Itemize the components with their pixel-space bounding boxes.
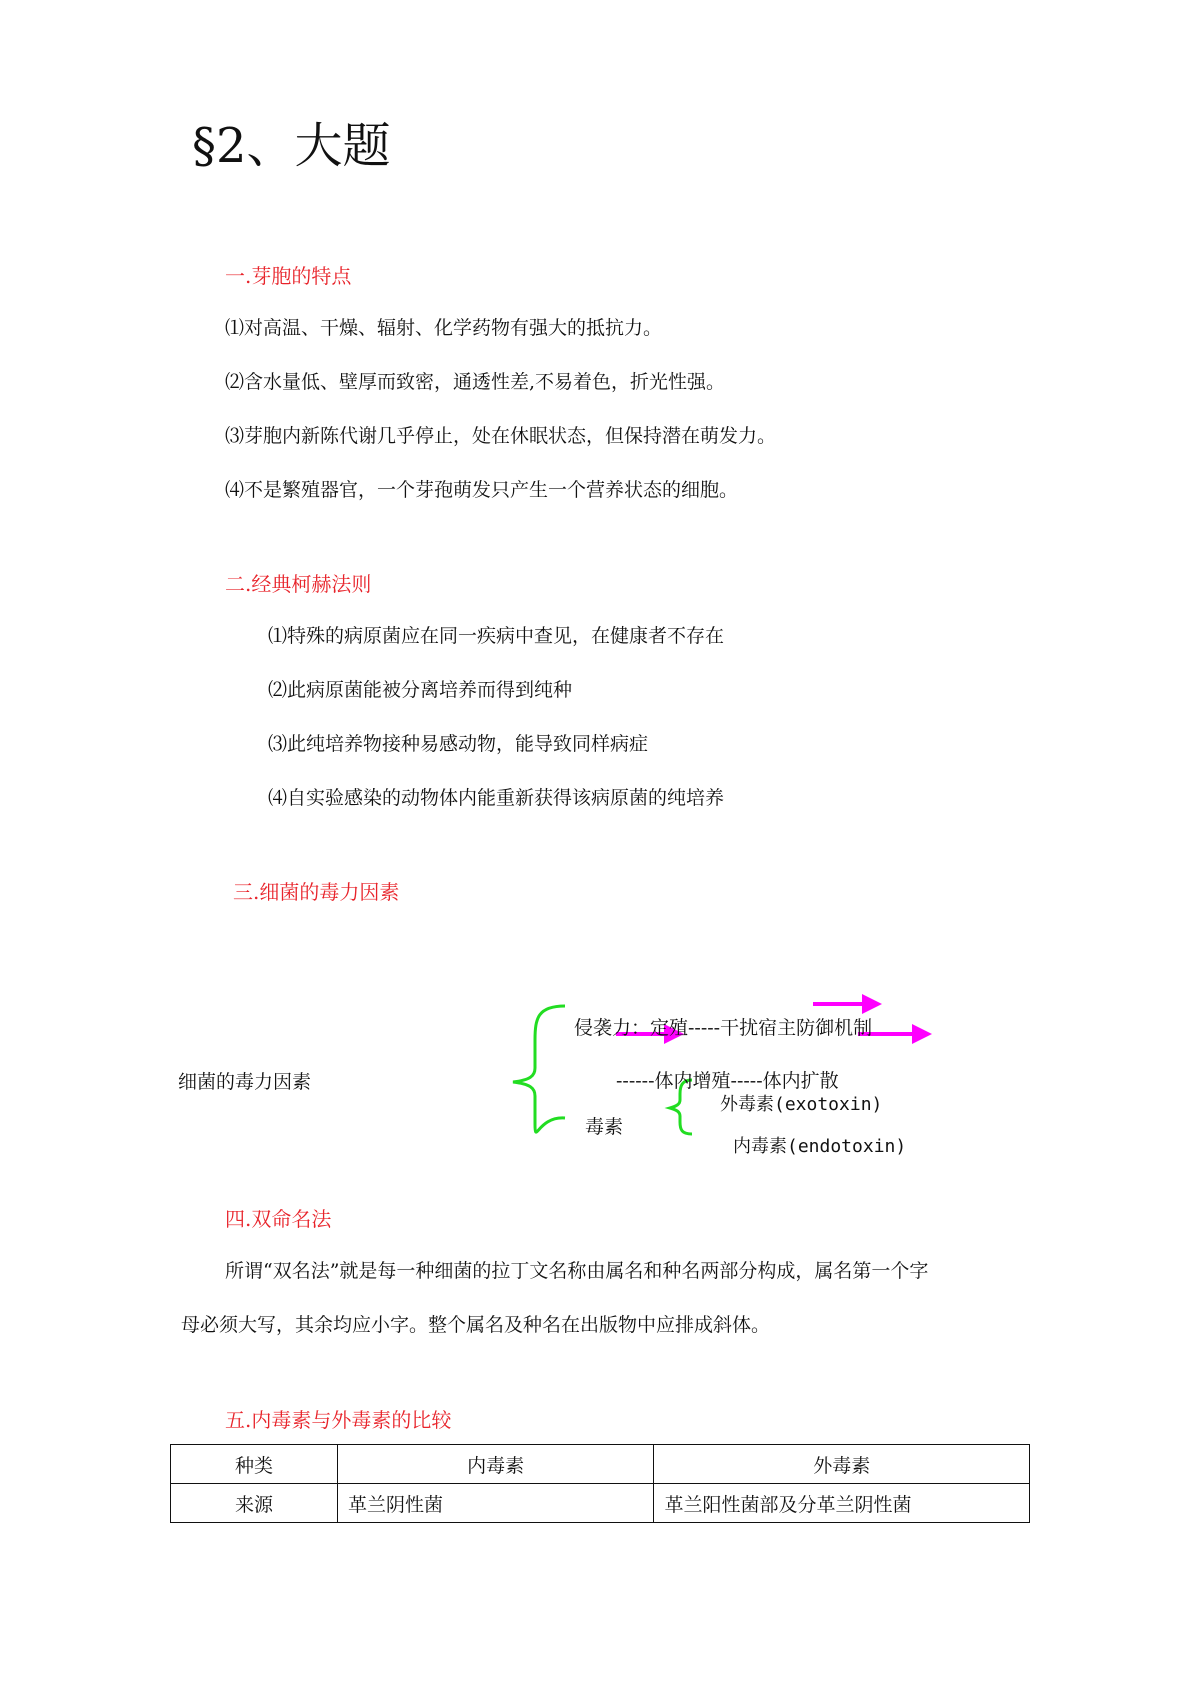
table-row bbox=[171, 1484, 1030, 1523]
table-cell: 来源 bbox=[171, 1484, 338, 1523]
section-heading-koch: 二.经典柯赫法则 bbox=[225, 572, 372, 596]
toxin-label: 毒素 bbox=[585, 1116, 624, 1138]
section-heading-virulence: 三.细菌的毒力因素 bbox=[233, 880, 400, 904]
koch-item-2: ⑵此病原菌能被分离培养而得到纯种 bbox=[268, 679, 573, 701]
section-heading-binomial: 四.双命名法 bbox=[225, 1207, 332, 1231]
koch-item-3: ⑶此纯培养物接种易感动物，能导致同样病症 bbox=[268, 733, 649, 755]
spore-item-2: ⑵含水量低、壁厚而致密，通透性差,不易着色，折光性强。 bbox=[225, 371, 726, 393]
invasion-line-2: ------体内增殖-----体内扩散 bbox=[616, 1070, 839, 1092]
endotoxin-label: 内毒素(endotoxin) bbox=[733, 1136, 907, 1157]
page-title: §2、大题 bbox=[192, 118, 391, 174]
diagram-root-label: 细菌的毒力因素 bbox=[178, 1071, 312, 1093]
table-cell: 革兰阳性菌部及分革兰阴性菌 bbox=[654, 1484, 1030, 1523]
invasion-line-1: 侵袭力：定殖-----干扰宿主防御机制 bbox=[574, 1017, 873, 1039]
table-header-cell: 种类 bbox=[171, 1445, 338, 1484]
toxin-comparison-table bbox=[170, 1444, 1030, 1523]
spore-item-3: ⑶芽胞内新陈代谢几乎停止，处在休眠状态，但保持潜在萌发力。 bbox=[225, 425, 777, 447]
binomial-paragraph-line-2: 母必须大写，其余均应小字。整个属名及种名在出版物中应排成斜体。 bbox=[181, 1314, 771, 1336]
koch-item-1: ⑴特殊的病原菌应在同一疾病中查见，在健康者不存在 bbox=[268, 625, 725, 647]
outer-brace bbox=[513, 1006, 565, 1132]
section-heading-spore: 一.芽胞的特点 bbox=[225, 264, 352, 288]
spore-item-4: ⑷不是繁殖器官，一个芽孢萌发只产生一个营养状态的细胞。 bbox=[225, 479, 739, 501]
table-header-row bbox=[171, 1445, 1030, 1484]
exotoxin-label: 外毒素(exotoxin) bbox=[720, 1094, 883, 1115]
koch-item-4: ⑷自实验感染的动物体内能重新获得该病原菌的纯培养 bbox=[268, 787, 725, 809]
table-cell: 革兰阴性菌 bbox=[337, 1484, 654, 1523]
table-header-cell: 内毒素 bbox=[337, 1445, 654, 1484]
table-header-cell: 外毒素 bbox=[654, 1445, 1030, 1484]
binomial-paragraph-line-1: 所谓“双名法”就是每一种细菌的拉丁文名称由属名和种名两部分构成，属名第一个字 bbox=[225, 1260, 929, 1282]
section-heading-comparison: 五.内毒素与外毒素的比较 bbox=[225, 1408, 452, 1432]
spore-item-1: ⑴对高温、干燥、辐射、化学药物有强大的抵抗力。 bbox=[225, 317, 663, 339]
